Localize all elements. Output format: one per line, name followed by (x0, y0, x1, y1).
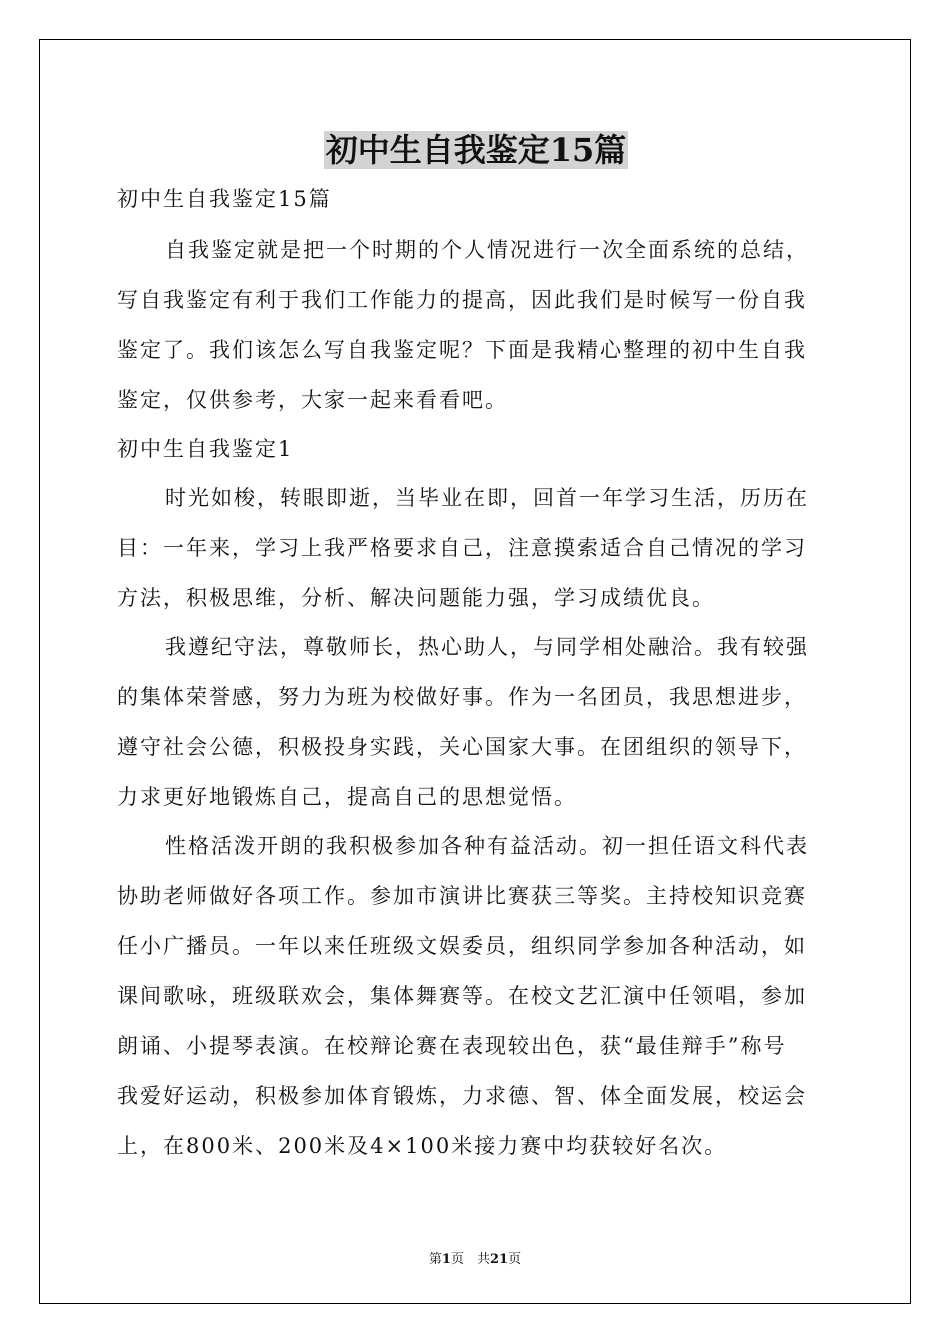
paragraph-line: 鉴定，仅供参考，大家一起来看看吧。 (117, 388, 508, 412)
page-border (39, 39, 911, 1304)
paragraph-line: 自我鉴定就是把一个时期的个人情况进行一次全面系统的总结， (165, 238, 809, 262)
footer-prefix: 第 (428, 1252, 442, 1267)
footer-suffix: 页 (508, 1252, 522, 1267)
footer-current-page: 1 (441, 1252, 451, 1267)
title-highlight: 初中生自我鉴定15篇 (325, 131, 627, 169)
section-heading: 初中生自我鉴定1 (117, 437, 294, 461)
paragraph-line: 我遵纪守法，尊敬师长，热心助人，与同学相处融洽。我有较强 (165, 635, 809, 659)
paragraph-line: 我爱好运动，积极参加体育锻炼，力求德、智、体全面发展，校运会 (117, 1084, 807, 1108)
paragraph-line: 遵守社会公德，积极投身实践，关心国家大事。在团组织的领导下， (117, 735, 807, 759)
subtitle-line: 初中生自我鉴定15篇 (117, 187, 332, 211)
paragraph-line: 协助老师做好各项工作。参加市演讲比赛获三等奖。主持校知识竞赛 (117, 884, 807, 908)
paragraph-line: 课间歌咏，班级联欢会，集体舞赛等。在校文艺汇演中任领唱，参加 (117, 984, 807, 1008)
footer-total-pages: 21 (489, 1252, 509, 1267)
paragraph-line: 朗诵、小提琴表演。在校辩论赛在表现较出色，获“最佳辩手”称号 (117, 1034, 787, 1058)
page-footer (0, 1248, 950, 1267)
paragraph-line: 方法，积极思维，分析、解决问题能力强，学习成绩优良。 (117, 586, 715, 610)
paragraph-line: 写自我鉴定有利于我们工作能力的提高，因此我们是时候写一份自我 (117, 288, 807, 312)
paragraph-line: 力求更好地锻炼自己，提高自己的思想觉悟。 (117, 785, 577, 809)
paragraph-line: 时光如梭，转眼即逝，当毕业在即，回首一年学习生活，历历在 (165, 486, 809, 510)
paragraph-line: 的集体荣誉感，努力为班为校做好事。作为一名团员，我思想进步， (117, 685, 807, 709)
paragraph-line: 目：一年来，学习上我严格要求自己，注意摸索适合自己情况的学习 (117, 536, 807, 560)
document-title (117, 126, 835, 174)
paragraph-line: 性格活泼开朗的我积极参加各种有益活动。初一担任语文科代表 (165, 834, 809, 858)
paragraph-line: 鉴定了。我们该怎么写自我鉴定呢？下面是我精心整理的初中生自我 (117, 338, 807, 362)
paragraph-line: 任小广播员。一年以来任班级文娱委员，组织同学参加各种活动，如 (117, 934, 807, 958)
footer-mid: 页 共 (450, 1252, 490, 1267)
paragraph-line: 上，在800米、200米及4×100米接力赛中均获较好名次。 (117, 1134, 728, 1158)
